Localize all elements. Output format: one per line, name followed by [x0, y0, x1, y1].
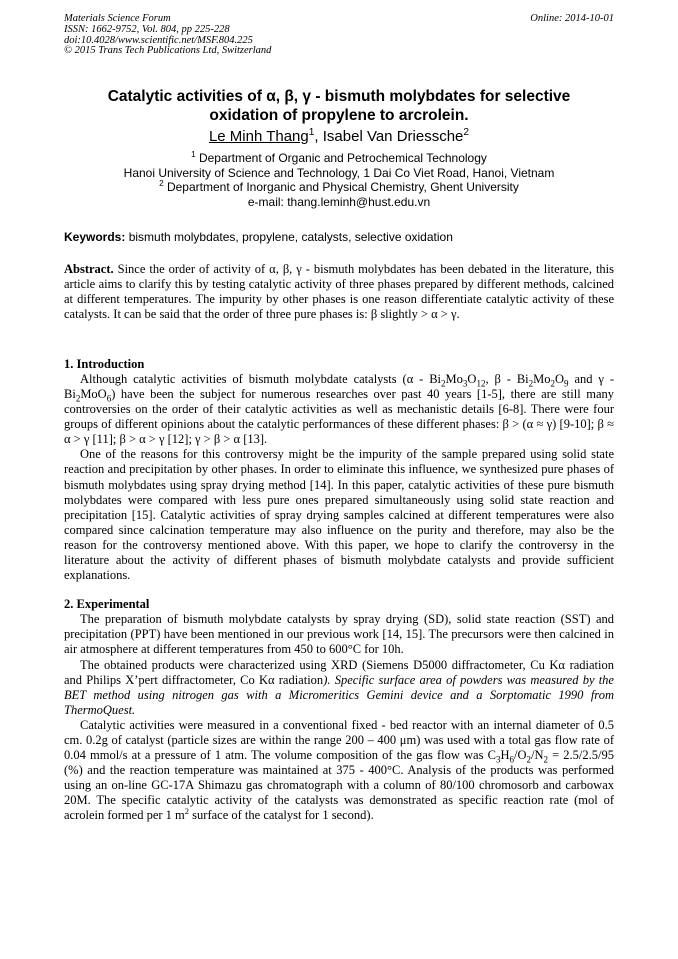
introduction-paragraph-2: One of the reasons for this controversy might be the impurity of the sample prepared using solid state reaction and precipitation by other phases. In order to eliminate this influence, we synthesized pure phases of bismuth molybdates using spray drying method [14]. In this paper, catalytic activities of these pure bismuth molybdates were compared with less pure ones prepared simultaneously using solid state reaction and precipitation [15]. Catalytic activities of spray drying samples calcined at different temperatures were also compared since calcination temperature may also influence on the purity and therefore, may also be the reason for the controversy mentioned above. With this paper, we hope to clarify the controversy in the literature about the activity of different phases of bismuth molybdate catalysts and provide sufficient explanations. — [64, 447, 614, 583]
experimental-paragraph-3: Catalytic activities were measured in a conventional fixed - bed reactor with an internal diameter of 0.5 cm. 0.2g of catalyst (particle sizes are within the range 200 – 400 μm) was used with a total gas flow rate of 0.04 mmol/s at a pressure of 1 atm. The volume composition of the gas flow was $C_3H_6/O_2/N_2 = 2.5/2.5/95$ (%) and the reaction temperature was maintained at 375 - 400°C. Analysis of the products was performed using an on-line GC-17A Shimazu gas chromatograph with a column of 80/100 chromosorb and carbowax 20M. The specific catalytic activity of the catalysts was demonstrated as specific reaction rate (mol of acrolein formed per 1 $m^2$ surface of the catalyst for 1 second). — [64, 717, 614, 823]
author-isabel-van-driessche: Isabel Van Driessche — [322, 128, 464, 146]
author-separator: , — [314, 128, 323, 146]
keywords-label: Keywords: — [64, 229, 126, 244]
introduction-paragraph-1: Although catalytic activities of bismuth molybdate catalysts ($\alpha - Bi_2Mo_3O_{12}$, β - $Bi_2Mo_2O_9$ and γ - $Bi_2MoO_6$) have been the subject for numerous researches over past 40 years [1-5], there are still many controversies on the order of their catalytic activities as well as mechanistic details [6-8]. There were four groups of different opinions about the catalytic performances of these different phases: β > (α ≈ γ) [9-10]; β ≈ α > γ [11]; β > α > γ [12]; γ > β > α [13]. — [64, 371, 615, 447]
journal-name: Materials Science Forum — [64, 13, 171, 24]
affil-2-marker: 2 — [159, 179, 164, 189]
affiliations — [64, 151, 614, 209]
affiliation-1 — [64, 151, 614, 166]
title-line-2: oxidation of propylene to arcrolein. — [209, 107, 469, 125]
abstract-label: Abstract. — [64, 261, 114, 276]
author-email: e-mail: thang.leminh@hust.edu.vn — [247, 194, 431, 209]
author1-affil-ref: 1 — [308, 127, 315, 139]
title-line-1: Catalytic activities of α, β, γ - bismuth molybdates for selective — [107, 88, 571, 106]
author-link-le-minh-thang[interactable]: Le Minh Thang — [208, 128, 309, 146]
paper-title — [64, 87, 614, 125]
abstract — [64, 262, 614, 323]
experimental-paragraph-2: The obtained products were characterized using XRD (Siemens D5000 diffractometer, Cu Kα radiation and Philips X’pert diffractometer, Co Kα radiation). Specific surface area of powders was measured by the BET method using nitrogen gas with a Micromeritics Gemini device and a Sorptomatic 1990 from ThermoQuest. — [64, 657, 614, 717]
affiliation-1-address: Hanoi University of Science and Technology, 1 Dai Co Viet Road, Hanoi, Vietnam — [123, 165, 555, 180]
keywords-text: bismuth molybdates, propylene, catalysts, selective oxidation — [128, 229, 453, 244]
introduction-heading: 1. Introduction — [64, 356, 145, 371]
publication-meta — [64, 14, 614, 57]
experimental-heading: 2. Experimental — [64, 597, 150, 612]
author2-affil-ref: 2 — [463, 127, 470, 139]
affil-2-text: Department of Inorganic and Physical Chemistry, Ghent University — [166, 180, 519, 195]
affil-1-marker: 1 — [191, 150, 196, 160]
keywords — [64, 230, 614, 245]
doi-line: doi:10.4028/www.scientific.net/MSF.804.225 — [64, 34, 253, 46]
online-date: Online: 2014-10-01 — [530, 13, 614, 24]
abstract-text: Since the order of activity of α, β, γ - bismuth molybdates has been debated in the literature, this article aims to clarify this by testing catalytic activity of three phases prepared by different methods, calcined at different temperatures. The impurity by other phases is one reason differentiate catalytic activity of these catalysts. It can be said that the order of three pure phases is: β slightly > α > γ. — [64, 261, 615, 322]
author-list — [64, 127, 614, 146]
experimental-paragraph-1: The preparation of bismuth molybdate catalysts by spray drying (SD), solid state reaction (SST) and precipitation (PPT) have been mentioned in our previous work [14, 15]. The precursors were then calcined in air atmosphere at different temperatures from 450 to 600°C for 10h. — [64, 612, 614, 657]
copyright-line: © 2015 Trans Tech Publications Ltd, Switzerland — [64, 45, 272, 57]
issn-line: ISSN: 1662-9752, Vol. 804, pp 225-228 — [64, 23, 230, 35]
affiliation-2 — [64, 180, 614, 195]
affil-1-text: Department of Organic and Petrochemical Technology — [198, 151, 487, 166]
